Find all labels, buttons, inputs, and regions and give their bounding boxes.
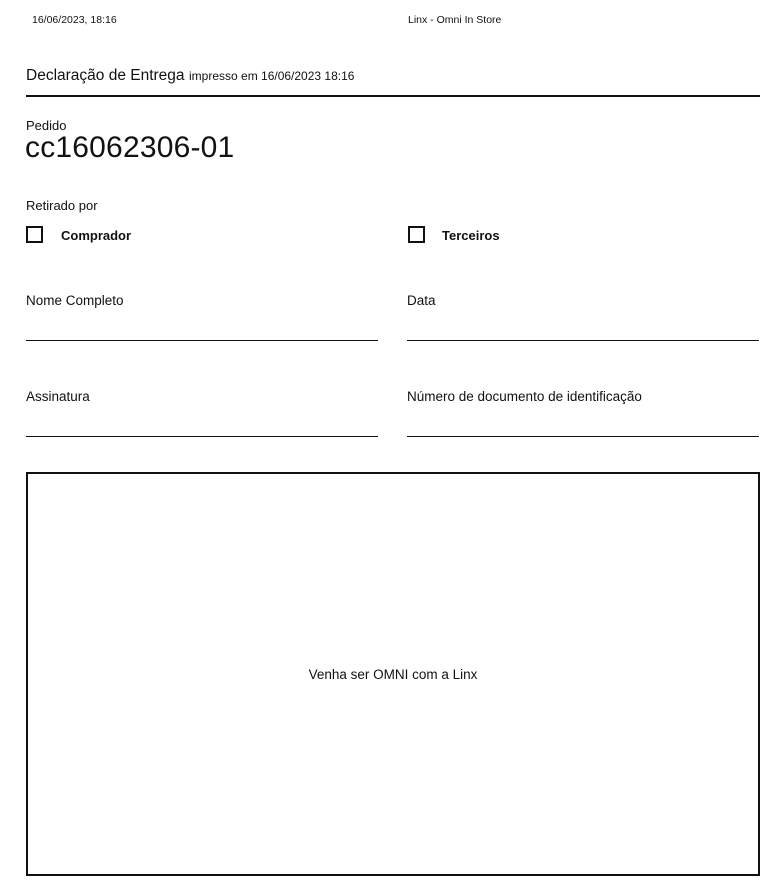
buyer-checkbox-label[interactable]: Comprador bbox=[61, 228, 132, 243]
title-divider bbox=[26, 95, 760, 97]
promo-text: Venha ser OMNI com a Linx bbox=[308, 666, 478, 682]
signature-field[interactable] bbox=[26, 406, 378, 437]
print-date: 16/06/2023, 18:16 bbox=[32, 14, 117, 26]
third-party-checkbox[interactable] bbox=[408, 226, 425, 243]
document-printed-at: impresso em 16/06/2023 18:16 bbox=[189, 69, 355, 83]
signature-label: Assinatura bbox=[26, 389, 90, 404]
buyer-checkbox[interactable] bbox=[26, 226, 43, 243]
full-name-label: Nome Completo bbox=[26, 293, 124, 308]
order-label: Pedido bbox=[26, 118, 67, 133]
promo-box bbox=[26, 472, 760, 876]
date-field[interactable] bbox=[407, 310, 759, 341]
third-party-checkbox-label[interactable]: Terceiros bbox=[442, 228, 500, 243]
print-source: Linx - Omni In Store bbox=[408, 14, 502, 26]
id-document-field[interactable] bbox=[407, 406, 759, 437]
document-title: Declaração de Entrega bbox=[26, 67, 185, 84]
pickup-label: Retirado por bbox=[26, 198, 98, 213]
date-label: Data bbox=[407, 293, 436, 308]
id-document-label: Número de documento de identificação bbox=[407, 389, 642, 404]
document-title-row bbox=[26, 67, 354, 85]
full-name-field[interactable] bbox=[26, 310, 378, 341]
order-number: cc16062306-01 bbox=[25, 131, 235, 164]
